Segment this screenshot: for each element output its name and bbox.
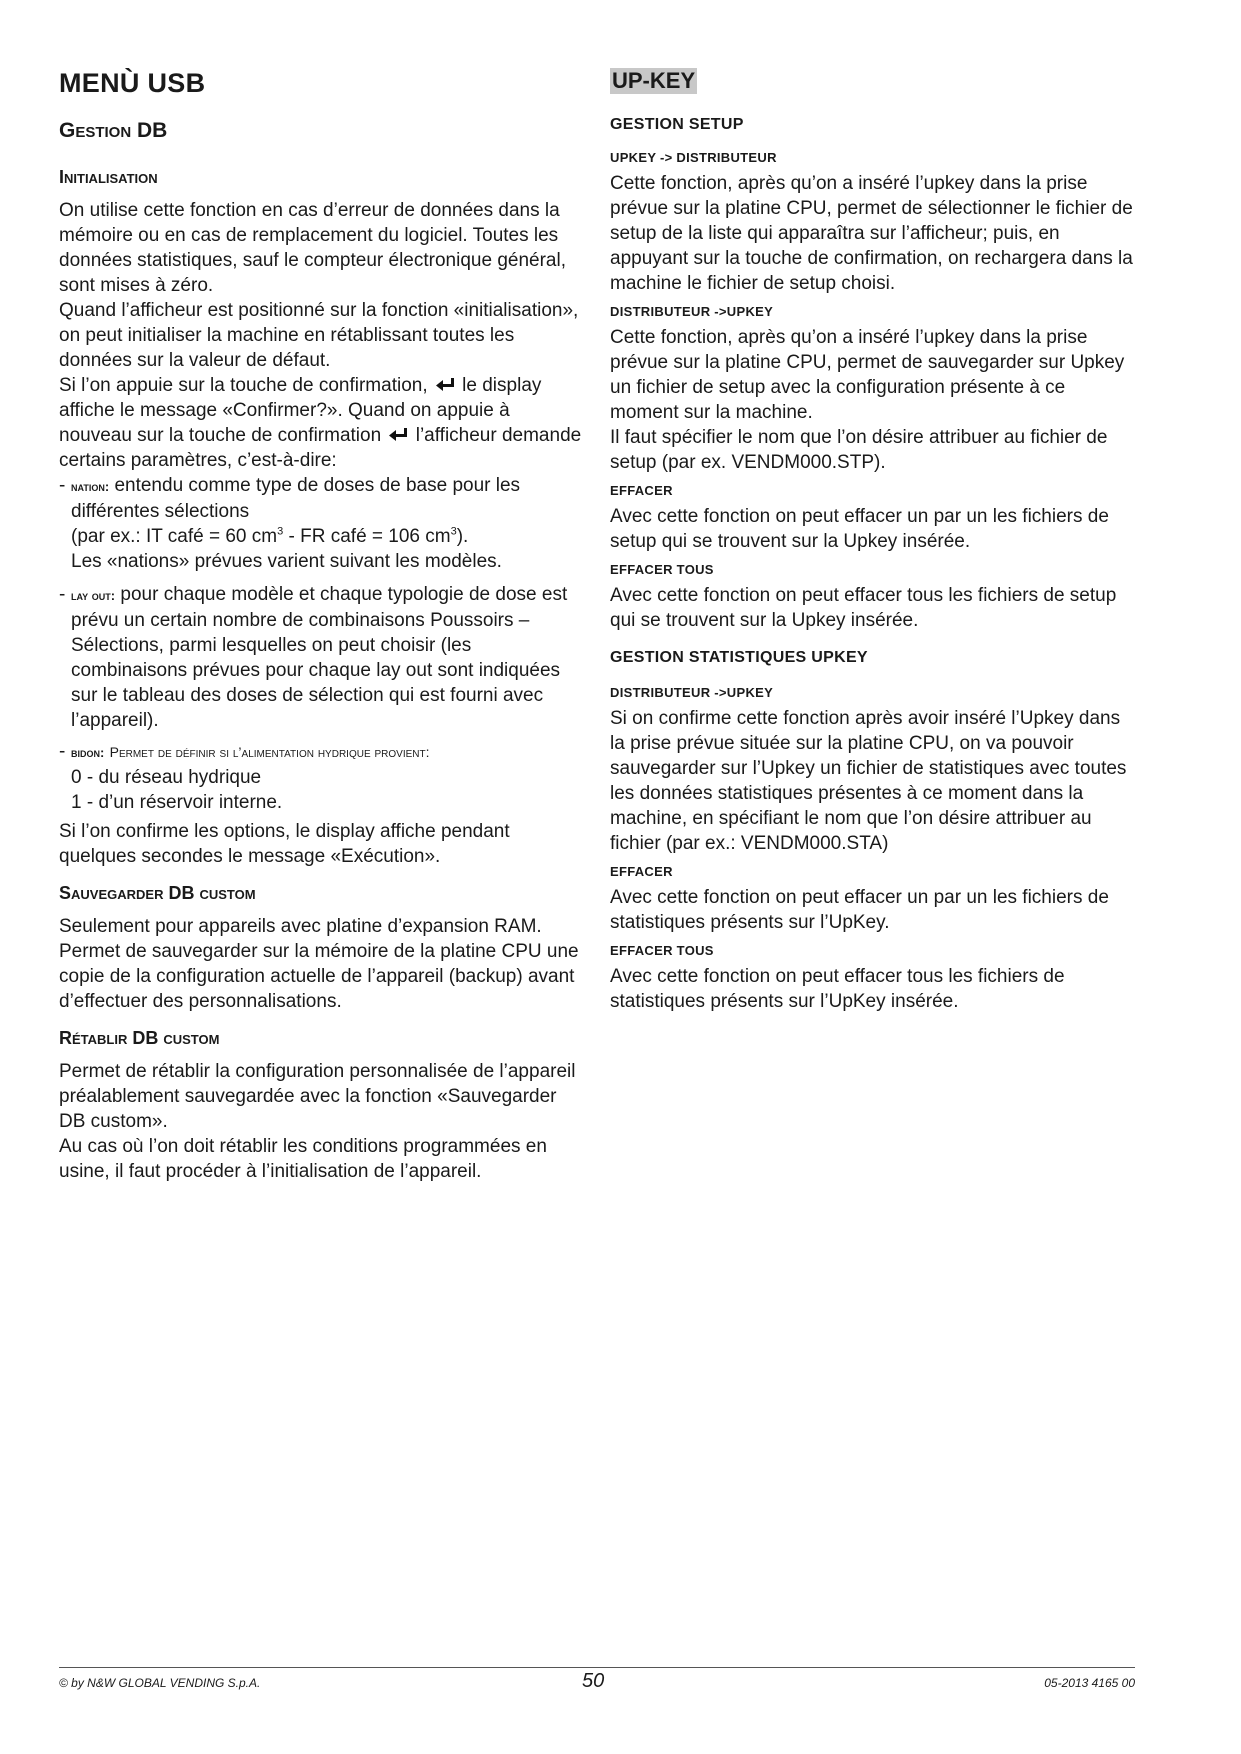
right-column — [610, 60, 1135, 1014]
paragraph: Avec cette fonction on peut effacer un par un les fichiers de setup qui se trouvent sur la Upkey insérée. — [610, 506, 1109, 552]
text: Permet de définir si l’alimentation hydrique provient: — [109, 744, 430, 760]
document-code: 05-2013 4165 00 — [1044, 1676, 1135, 1690]
text: 0 - du réseau hydrique — [71, 767, 262, 788]
section-title-menu-usb: MENÙ USB — [59, 68, 206, 98]
paragraph: Cette fonction, après qu’on a inséré l’upkey dans la prise prévue sur la platine CPU, permet de sélectionner le fichier de setup de la liste qui apparaîtra sur l’afficheur; puis, en appuyant sur la touche de confirmation, on rechargera dans la machine le fichier de setup choisi. — [610, 173, 1133, 294]
heading-upkey-distributeur: UPKEY -> DISTRIBUTEUR — [610, 150, 777, 165]
page-number: 50 — [582, 1670, 605, 1692]
paragraph: Permet de sauvegarder sur la mémoire de la platine CPU une copie de la configuration actuelle de l’appareil (backup) avant d’effectuer des personnalisations. — [59, 941, 579, 1012]
paragraph: Permet de rétablir la configuration personnalisée de l’appareil préalablement sauvegardée avec la fonction «Sauvegarder DB custom». — [59, 1061, 576, 1132]
heading-initialisation: Initialisation — [59, 167, 158, 187]
paragraph: Quand l’afficheur est positionné sur la fonction «initialisation», on peut initialiser la machine en rétablissant toutes les données sur la valeur de défaut. — [59, 300, 579, 371]
page-footer — [59, 1667, 1135, 1692]
paragraph: Avec cette fonction on peut effacer tous les fichiers de statistiques présents sur l’UpKey insérée. — [610, 966, 1065, 1012]
text: l’afficheur demande certains paramètres, c’est-à-dire: — [59, 425, 582, 471]
copyright: © by N&W GLOBAL VENDING S.p.A. — [59, 1676, 261, 1690]
paragraph: Il faut spécifier le nom que l’on désire attribuer au fichier de setup (par ex. VENDM000.STP). — [610, 427, 1108, 473]
heading-distributeur-upkey: DISTRIBUTEUR ->UPKEY — [610, 304, 774, 319]
section-title-up-key: UP-KEY — [612, 68, 696, 93]
heading-effacer-tous: EFFACER TOUS — [610, 943, 714, 958]
enter-key-icon — [435, 377, 455, 393]
paragraph: Si on confirme cette fonction après avoir inséré l’Upkey dans la prise prévue située sur la platine CPU, on va pouvoir sauvegarder sur l’Upkey un fichier de statistiques avec toutes les données statistiques présentes à ce moment dans la machine, en spécifiant le nom que l’on désire attribuer au fichier (par ex.: VENDM000.STA) — [610, 708, 1127, 854]
heading-sauvegarder: Sauvegarder DB custom — [59, 883, 256, 903]
heading-effacer: EFFACER — [610, 483, 673, 498]
paragraph — [59, 373, 584, 473]
heading-distributeur-upkey: DISTRIBUTEUR ->UPKEY — [610, 685, 774, 700]
list-item-nation: - nation: entendu comme type de doses de base pour les différentes sélections (par ex.: IT café = 60 $cm^3$ - FR café = 106 $cm^3$). Les «nations» prévues varient suivant les modèles. — [59, 475, 521, 572]
paragraph: Avec cette fonction on peut effacer tous les fichiers de setup qui se trouvent sur la Upkey insérée. — [610, 585, 1117, 631]
paragraph: Seulement pour appareils avec platine d’expansion RAM. — [59, 916, 542, 937]
text: le display affiche le message «Confirmer?». Quand on appuie à nouveau sur la touche de confirmation — [59, 375, 542, 446]
label-nation: nation: — [71, 479, 110, 494]
text: 1 - d’un réservoir interne. — [71, 792, 283, 813]
paragraph: Si l’on confirme les options, le display affiche pendant quelques secondes le message «Exécution». — [59, 821, 510, 867]
list-item-layout: - lay out: pour chaque modèle et chaque typologie de dose est prévu un certain nombre de combinaisons Poussoirs – Sélections, parmi lesquelles on peut choisir (les combinaisons prévues pour chaque lay out sont indiquées sur le tableau des doses de sélection qui est fourni avec l’appareil). — [59, 584, 568, 731]
text: Si l’on appuie sur la touche de confirmation, — [59, 375, 428, 396]
heading-effacer-tous: EFFACER TOUS — [610, 562, 714, 577]
heading-gestion-statistiques: GESTION STATISTIQUES UPKEY — [610, 649, 868, 666]
paragraph: Avec cette fonction on peut effacer un par un les fichiers de statistiques présents sur l’UpKey. — [610, 887, 1109, 933]
text: entendu comme type de doses de base pour les différentes sélections — [71, 475, 521, 522]
left-column — [59, 60, 584, 1184]
enter-key-icon — [388, 427, 408, 443]
paragraph: On utilise cette fonction en cas d’erreur de données dans la mémoire ou en cas de remplacement du logiciel. Toutes les données statistiques, sauf le compteur électronique général, sont mises à zéro. — [59, 200, 566, 296]
heading-gestion-db: Gestion DB — [59, 119, 168, 142]
text: Les «nations» prévues varient suivant les modèles. — [71, 551, 502, 572]
text: pour chaque modèle et chaque typologie de dose est prévu un certain nombre de combinaisons Poussoirs – Sélections, parmi lesquelles on peut choisir (les combinaisons prévues pour chaque lay out sont indiquées sur le tableau des doses de sélection qui est fourni avec l’appareil). — [71, 584, 568, 731]
list-item-bidon: - bidon: Permet de définir si l’alimentation hydrique provient: 0 - du réseau hydrique 1 - d’un réservoir interne. — [59, 741, 430, 813]
label-bidon: bidon: — [71, 745, 105, 760]
text: (par ex.: IT café = 60 cm — [71, 526, 278, 547]
heading-retablir: Rétablir DB custom — [59, 1028, 220, 1048]
heading-effacer: EFFACER — [610, 864, 673, 879]
label-layout: lay out: — [71, 588, 116, 603]
paragraph: Au cas où l’on doit rétablir les conditions programmées en usine, il faut procéder à l’initialisation de l’appareil. — [59, 1136, 547, 1182]
heading-gestion-setup: GESTION SETUP — [610, 116, 744, 133]
paragraph: Cette fonction, après qu’on a inséré l’upkey dans la prise prévue sur la platine CPU, permet de sauvegarder sur Upkey un fichier de setup avec la configuration présente à ce moment sur la machine. — [610, 327, 1125, 423]
